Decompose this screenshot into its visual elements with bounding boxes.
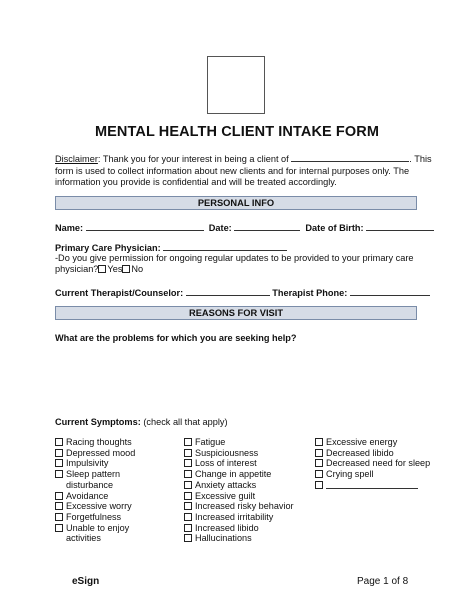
date-label: Date: — [208, 223, 232, 233]
no-label: No — [131, 264, 144, 274]
symptom-label: Depressed mood — [66, 447, 136, 458]
symptom-label: activities — [66, 533, 101, 544]
dob-field[interactable] — [366, 222, 434, 231]
symptom-label: Increased irritability — [195, 511, 274, 522]
disclaimer-text-1b: . This — [409, 154, 432, 164]
symptom-item[interactable] — [184, 523, 294, 534]
symptom-label: Decreased need for sleep — [326, 458, 431, 469]
symptom-label: Racing thoughts — [66, 437, 132, 447]
permission-question-cont: physician? — [55, 264, 99, 274]
symptom-label: Increased libido — [195, 522, 259, 533]
symptoms-col-3 — [315, 437, 430, 492]
symptom-checkbox[interactable] — [55, 502, 63, 510]
symptom-label: Impulsivity — [66, 458, 109, 469]
symptom-checkbox[interactable] — [184, 502, 192, 510]
symptom-label: Suspiciousness — [195, 447, 259, 458]
name-label: Name: — [55, 223, 84, 233]
symptom-item[interactable] — [55, 523, 135, 534]
symptom-item[interactable] — [184, 469, 294, 480]
symptom-label: disturbance — [66, 479, 114, 490]
disclaimer-text-2: form is used to collect information about new clients and for internal purposes only. The — [55, 165, 410, 176]
yes-checkbox[interactable] — [98, 265, 106, 273]
therapist-phone-label: Therapist Phone: — [272, 288, 348, 298]
permission-answer-row — [55, 264, 143, 274]
symptom-label: Hallucinations — [195, 533, 252, 544]
symptom-item[interactable] — [55, 501, 135, 512]
symptom-item[interactable] — [315, 469, 430, 480]
yes-label: Yes — [107, 264, 123, 274]
symptoms-col-1 — [55, 437, 135, 544]
symptom-item-cont — [55, 533, 135, 544]
pcp-row — [55, 242, 287, 253]
symptom-item-cont — [55, 480, 135, 491]
no-checkbox[interactable] — [122, 265, 130, 273]
other-symptom-field[interactable] — [326, 480, 418, 489]
disclaimer-text-3: information you provide is confidential and will be treated accordingly. — [55, 177, 337, 188]
symptom-item[interactable] — [184, 533, 294, 544]
personal-info-header: PERSONAL INFO — [55, 196, 417, 210]
symptom-label: Sleep pattern — [66, 469, 121, 480]
symptom-checkbox[interactable] — [55, 492, 63, 500]
problems-answer-area[interactable] — [55, 348, 417, 408]
symptom-label: Avoidance — [66, 490, 109, 501]
symptom-label: Excessive worry — [66, 501, 132, 512]
symptom-label: Excessive energy — [326, 437, 398, 447]
symptom-item[interactable] — [315, 448, 430, 459]
symptom-item[interactable] — [315, 437, 430, 448]
symptom-item[interactable] — [55, 448, 135, 459]
date-field[interactable] — [234, 222, 300, 231]
therapist-field[interactable] — [186, 287, 270, 296]
symptoms-label: Current Symptoms: — [55, 417, 141, 427]
therapist-label: Current Therapist/Counselor: — [55, 288, 184, 298]
symptom-checkbox[interactable] — [55, 438, 63, 446]
symptom-item[interactable] — [55, 469, 135, 480]
symptoms-col-2 — [184, 437, 294, 544]
symptom-item[interactable] — [55, 491, 135, 502]
symptom-item-other[interactable] — [315, 480, 430, 492]
symptom-checkbox[interactable] — [184, 481, 192, 489]
therapist-row — [55, 287, 430, 298]
symptom-item[interactable] — [55, 437, 135, 448]
symptoms-heading — [55, 417, 228, 427]
symptom-checkbox[interactable] — [315, 438, 323, 446]
symptom-checkbox[interactable] — [184, 459, 192, 467]
pcp-label: Primary Care Physician: — [55, 243, 161, 253]
esign-logo-text: eSign — [72, 576, 100, 587]
symptom-item[interactable] — [315, 458, 430, 469]
symptom-label: Decreased libido — [326, 447, 394, 458]
symptom-checkbox[interactable] — [184, 492, 192, 500]
reasons-header: REASONS FOR VISIT — [55, 306, 417, 320]
symptom-checkbox[interactable] — [184, 438, 192, 446]
symptom-label: Change in appetite — [195, 469, 272, 480]
disclaimer-text-1a: : Thank you for your interest in being a client of — [97, 154, 289, 164]
symptoms-hint: (check all that apply) — [143, 417, 228, 427]
symptom-item[interactable] — [55, 458, 135, 469]
symptom-item[interactable] — [184, 501, 294, 512]
symptom-checkbox[interactable] — [55, 513, 63, 521]
problems-question — [55, 333, 296, 343]
disclaimer — [55, 153, 432, 189]
therapist-phone-field[interactable] — [350, 287, 430, 296]
symptom-label: Fatigue — [195, 437, 226, 447]
symptom-item[interactable] — [184, 437, 294, 448]
symptom-checkbox[interactable] — [184, 449, 192, 457]
permission-question: -Do you give permission for ongoing regular updates to be provided to your primary care — [55, 253, 414, 263]
name-field[interactable] — [86, 222, 204, 231]
symptom-item[interactable] — [184, 491, 294, 502]
symptom-checkbox[interactable] — [315, 459, 323, 467]
symptom-label: Crying spell — [326, 469, 374, 480]
name-date-row — [55, 222, 434, 233]
symptom-checkbox[interactable] — [315, 449, 323, 457]
symptom-checkbox[interactable] — [184, 524, 192, 532]
symptom-item[interactable] — [184, 480, 294, 491]
problems-question-text: What are the problems for which you are seeking help? — [55, 333, 297, 343]
symptom-item[interactable] — [184, 512, 294, 523]
form-title: MENTAL HEALTH CLIENT INTAKE FORM — [94, 124, 380, 140]
symptom-label: Unable to enjoy — [66, 522, 130, 533]
symptom-checkbox[interactable] — [55, 470, 63, 478]
symptom-checkbox[interactable] — [184, 534, 192, 542]
symptom-item[interactable] — [55, 512, 135, 523]
symptom-label: Increased risky behavior — [195, 501, 294, 512]
pcp-field[interactable] — [163, 242, 287, 251]
symptom-checkbox[interactable] — [55, 459, 63, 467]
symptom-label: Excessive guilt — [195, 490, 256, 501]
symptom-label: Forgetfulness — [66, 511, 122, 522]
symptom-checkbox[interactable] — [315, 470, 323, 478]
symptom-checkbox[interactable] — [315, 481, 323, 489]
disclaimer-label: Disclaimer — [55, 154, 98, 164]
page-number: Page 1 of 8 — [357, 576, 409, 587]
symptom-checkbox[interactable] — [184, 470, 192, 478]
symptom-checkbox[interactable] — [184, 513, 192, 521]
company-name-field[interactable] — [291, 153, 409, 162]
logo-placeholder — [207, 56, 265, 114]
dob-label: Date of Birth: — [305, 223, 364, 233]
symptom-item[interactable] — [184, 458, 294, 469]
symptom-label: Anxiety attacks — [195, 479, 257, 490]
symptom-label: Loss of interest — [195, 458, 257, 469]
footer-brand — [72, 576, 99, 587]
symptom-item[interactable] — [184, 448, 294, 459]
symptom-checkbox[interactable] — [55, 524, 63, 532]
symptom-checkbox[interactable] — [55, 449, 63, 457]
